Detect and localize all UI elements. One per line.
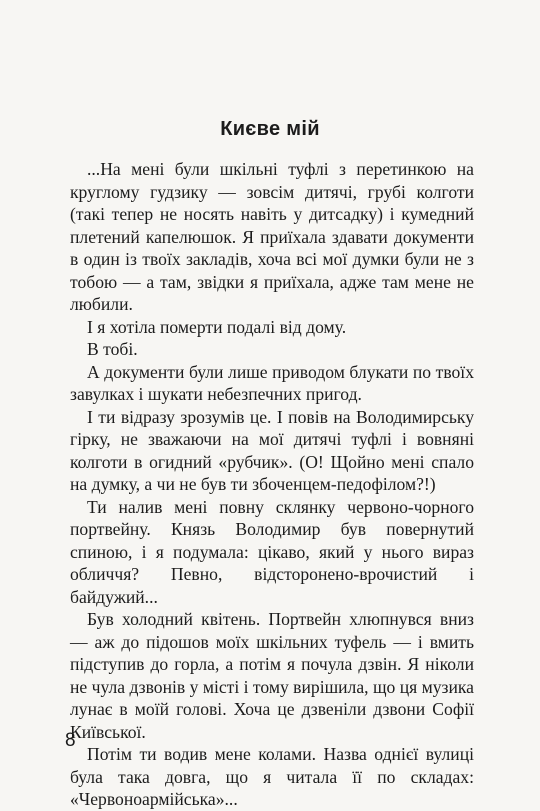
paragraph: А документи були лише приводом блукати по твоїх завулках і шукати небезпечних пригод. <box>70 361 474 404</box>
page-number: 8 <box>65 730 76 751</box>
chapter-title: Києве мій <box>220 118 320 140</box>
paragraph: І ти відразу зрозумів це. І повів на Володимирську гірку, не зважаючи на мої дитячі туфлі і вовняні колготи в огидний «рубчик». (О! Щойно мені спало на думку, а чи не був ти збоченцем-педофілом?!) <box>70 406 474 494</box>
paragraph: ...На мені були шкільні туфлі з перетинкою на круглому гудзику — зовсім дитячі, грубі колготи (такі тепер не носять навіть у дитсадку) і кумедний плетений капелюшок. Я приїхала здавати документи в один із твоїх закладів, хоча всі мої думки були не з тобою — а там, звідки я приїхала, адже там мене не любили. <box>70 159 474 314</box>
chapter-body <box>70 158 474 811</box>
paragraph: Потім ти водив мене колами. Назва однієї вулиці була така довга, що я читала її по складах: «Червоноармійська»... <box>70 744 474 809</box>
paragraph: В тобі. <box>87 339 138 359</box>
paragraph: І я хотіла померти подалі від дому. <box>87 316 347 337</box>
paragraph: Був холодний квітень. Портвейн хлюпнувся вниз — аж до підошов моїх шкільних туфель — і вмить підступив до горла, а потім я почула дзвін. Я ніколи не чула дзвонів у місті і тому вирішила, що ця музика лунає в моїй голові. Хоча це дзвеніли дзвони Софії Київської. <box>70 609 474 742</box>
paragraph: Ти налив мені повну склянку червоно-чорного портвейну. Князь Володимир був повернутий спиною, і я подумала: цікаво, який у нього вираз обличчя? Певно, відсторонено-врочистий і байдужий... <box>70 496 474 607</box>
